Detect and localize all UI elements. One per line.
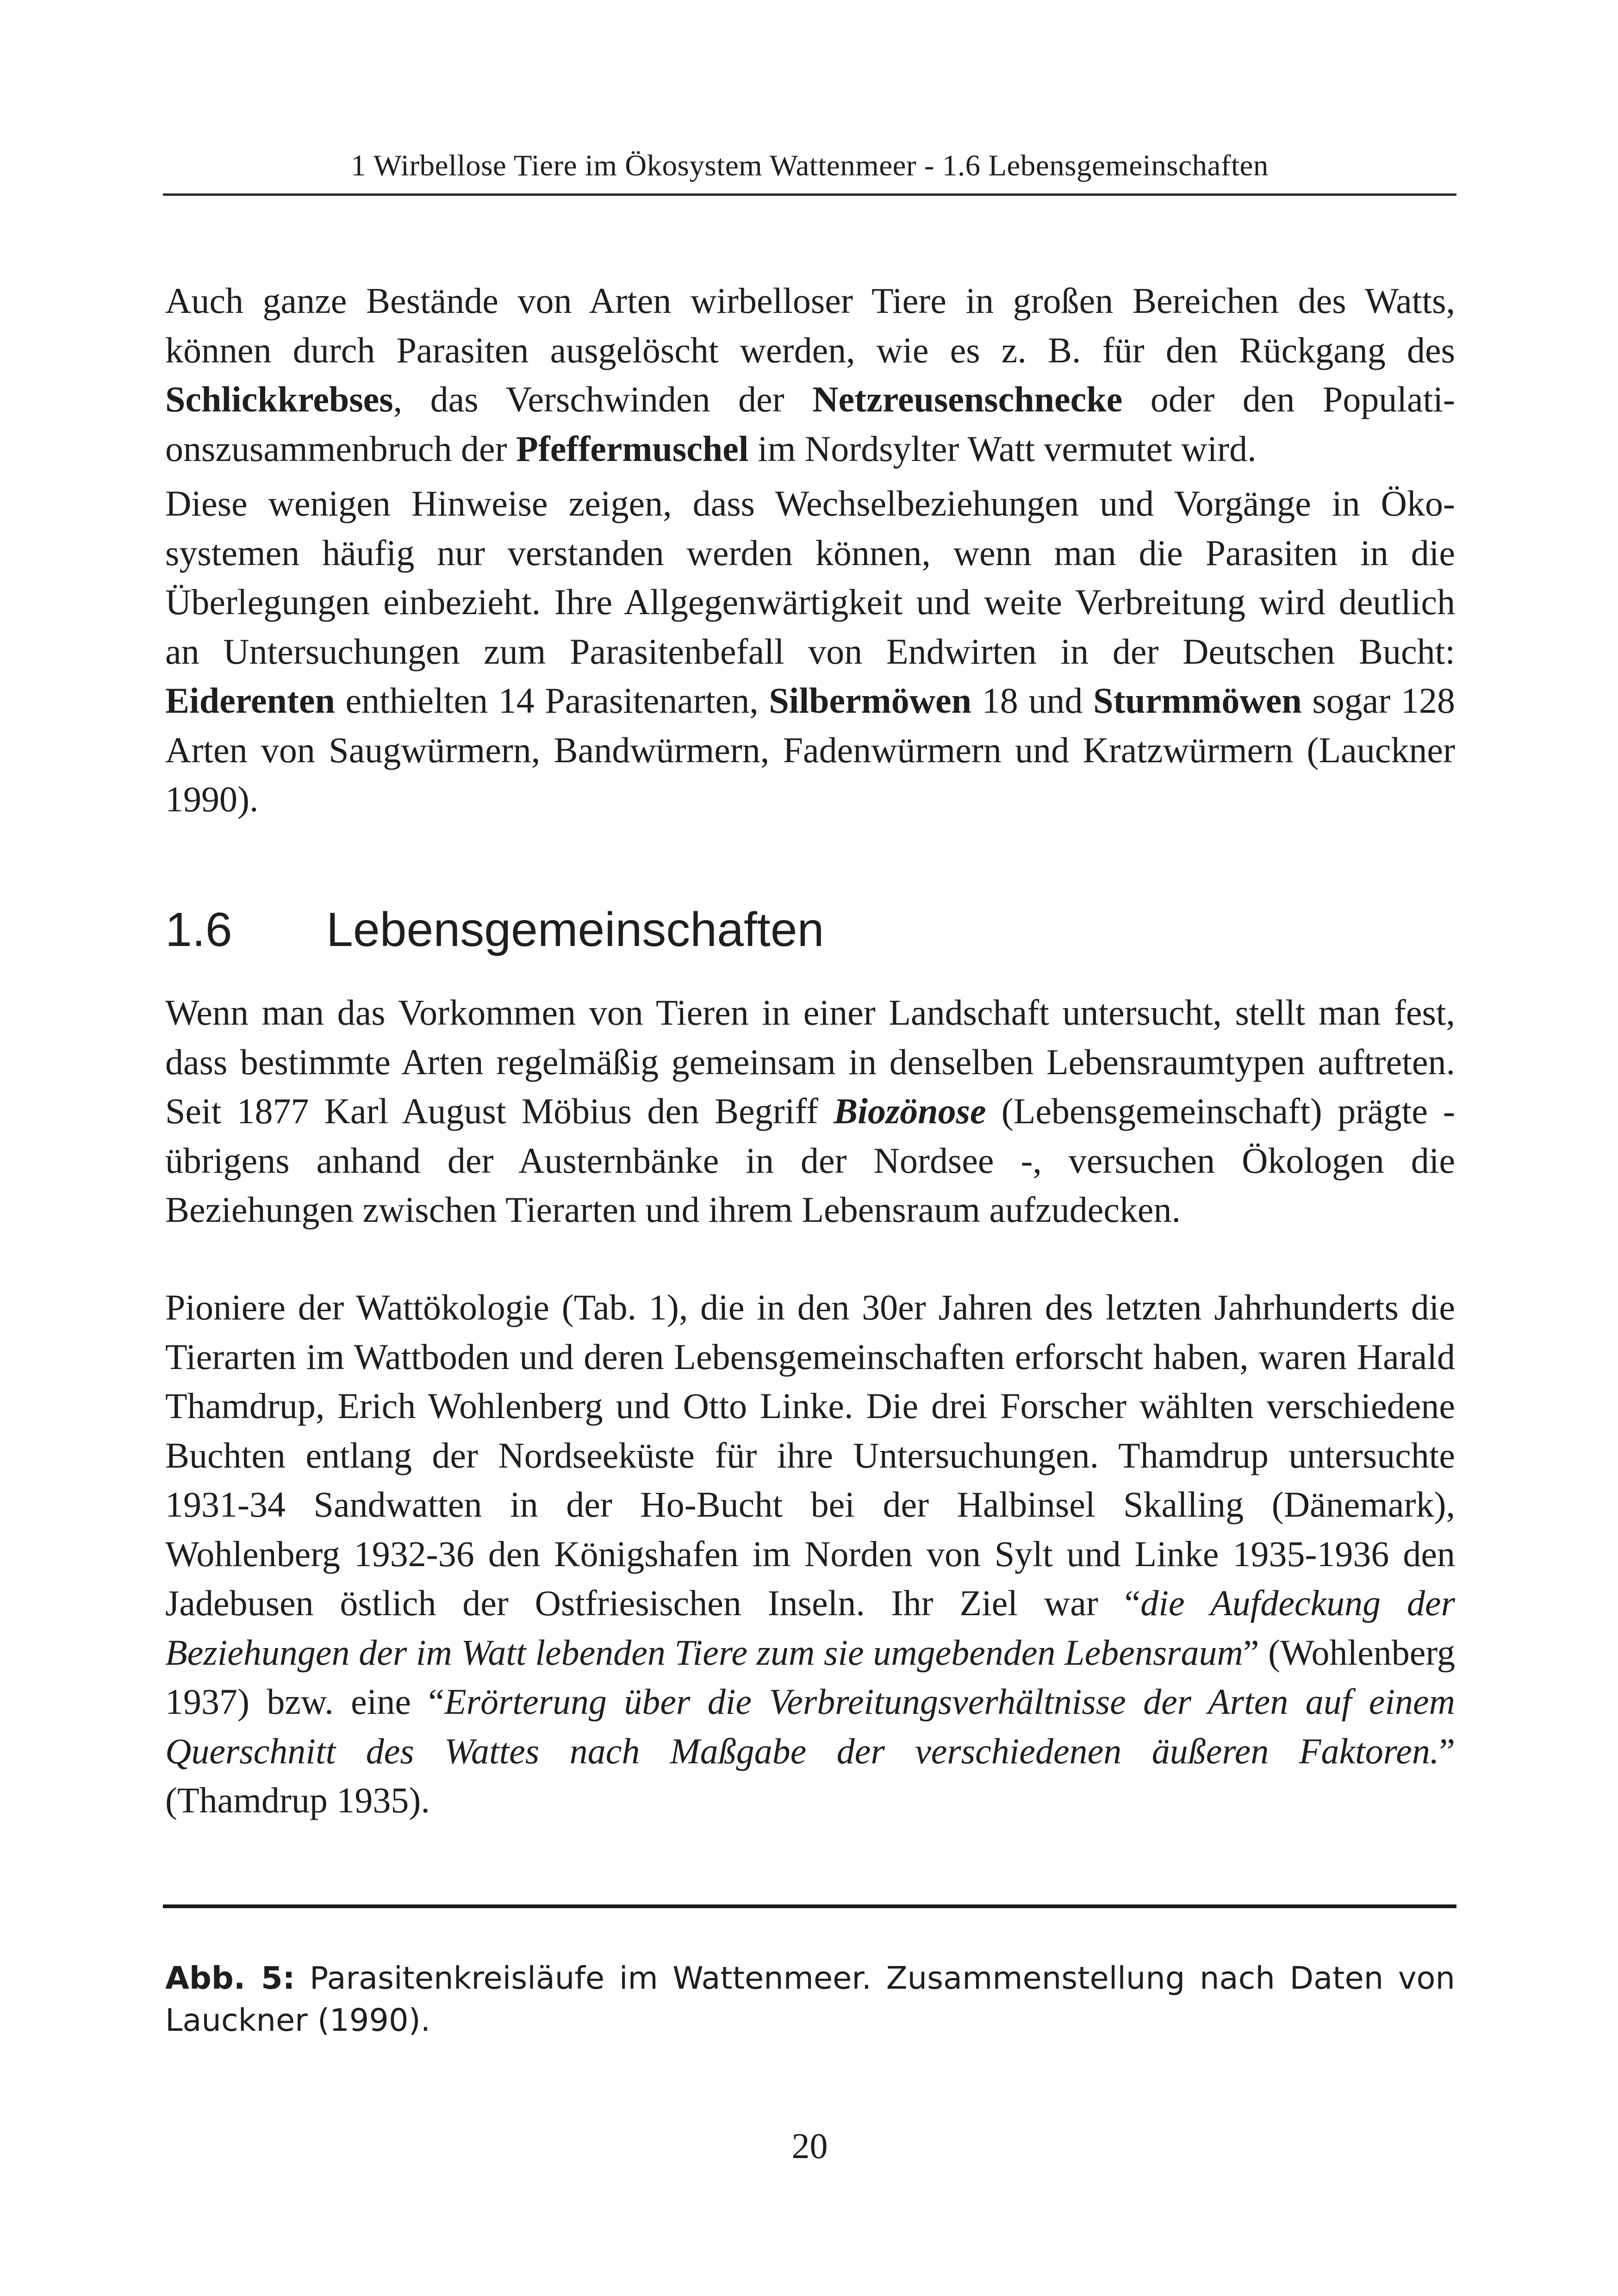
species-name-pfeffermuschel: Pfeffermuschel xyxy=(516,428,749,469)
text-run: , das Verschwinden der xyxy=(393,379,813,419)
body-paragraph-2 xyxy=(165,479,1455,824)
species-name-eiderenten: Eiderenten xyxy=(165,680,335,721)
text-run: ” (Wohlenberg 1937) bzw. eine “ xyxy=(165,1632,1455,1722)
text-run: Diese wenigen Hinweise zeigen, dass Wechselbeziehungen und Vorgänge in Ökosystemen häufig nur verstanden werden können, wenn man die Parasiten in die Überlegungen einbezieht. Ihre Allgegenwärtigkeit und weite Verbreitung wird deutlich an Untersuchungen zum Parasitenbefall von Endwirten in der Deutschen Bucht: xyxy=(165,483,1455,672)
section-number: 1.6 xyxy=(165,903,232,957)
term-biozoenose: Biozönose xyxy=(834,1091,986,1131)
figure-caption xyxy=(165,1957,1455,2041)
text-run: im Nordsylter Watt vermutet wird. xyxy=(748,428,1257,469)
text-run: Pioniere der Wattökologie (Tab. 1), die in den 30er Jahren des letzten Jahrhunderts die Tierarten im Wattboden und deren Lebensgemeinschaften erforscht haben, waren Harald Thamdrup, Erich Wohlenberg und Otto Linke. Die drei Forscher wählten verschiedene Buchten entlang der Nordseeküste für ihre Untersuchungen. Thamdrup untersuchte 1931-34 Sandwatten in der Ho-Bucht bei der Halbinsel Skalling (Dänemark), Wohlenberg 1932-36 den Königshafen im Norden von Sylt und Linke 1935-1936 den Jadebusen östlich der Ostfriesischen Inseln. Ihr Ziel war “ xyxy=(165,1287,1455,1623)
body-paragraph-4 xyxy=(165,1283,1455,1825)
text-run: (Lebensgemeinschaft) prägte - übrigens anhand der Austernbänke in der Nordsee -, versuchen Ökologen die Beziehungen zwischen Tierarten und ihrem Lebensraum aufzudecken. xyxy=(165,1091,1456,1230)
text-run: ” (Thamdrup 1935). xyxy=(165,1730,1455,1820)
section-title: Lebensgemeinschaften xyxy=(326,903,824,957)
quote-thamdrup: Erörterung über die Verbreitungsverhältnisse der Arten auf einem Querschnitt des Wattes nach Maßgabe der verschiedenen äußeren Faktoren. xyxy=(165,1681,1456,1771)
text-run: sogar 128 Arten von Saugwürmern, Bandwürmern, Fadenwürmern und Kratzwürmern (Lauckner 1990). xyxy=(165,680,1456,819)
species-name-silbermoewen: Silbermöwen xyxy=(769,680,972,721)
text-run: enthielten 14 Parasitenarten, xyxy=(335,680,769,721)
body-paragraph-1 xyxy=(165,276,1455,473)
page-number: 20 xyxy=(791,2126,828,2166)
caption-label: Abb. 5: xyxy=(165,1960,295,1996)
running-header: 1 Wirbellose Tiere im Ökosystem Wattenmeer - 1.6 Lebensgemeinschaften xyxy=(351,149,1269,182)
caption-rule xyxy=(163,1904,1456,1908)
quote-wohlenberg: die Aufdeckung der Beziehungen der im Watt lebenden Tiere zum sie umgebenden Lebensraum xyxy=(165,1583,1455,1673)
species-name-schlickkrebs: Schlickkrebses xyxy=(165,379,393,419)
text-run: Wenn man das Vorkommen von Tieren in einer Landschaft untersucht, stellt man fest, dass bestimmte Arten regelmäßig gemeinsam in denselben Lebensraumtypen auftreten. Seit 1877 Karl August Möbius den Begriff xyxy=(165,992,1455,1131)
caption-text: Parasitenkreisläufe im Wattenmeer. Zusammenstellung nach Daten von Lauckner (1990). xyxy=(165,1960,1455,2038)
body-paragraph-3 xyxy=(165,988,1455,1235)
text-run: oder den Populationszusammenbruch der xyxy=(165,379,1455,469)
species-name-sturmmoewen: Sturmmöwen xyxy=(1093,680,1302,721)
header-rule xyxy=(163,193,1456,196)
section-heading xyxy=(165,900,1456,960)
species-name-netzreusenschnecke: Netzreusenschnecke xyxy=(812,379,1123,419)
text-run: Auch ganze Bestände von Arten wirbelloser Tiere in großen Bereichen des Watts, können durch Parasiten ausgelöscht werden, wie es z. B. für den Rückgang des xyxy=(165,280,1455,370)
text-run: 18 und xyxy=(971,680,1094,721)
